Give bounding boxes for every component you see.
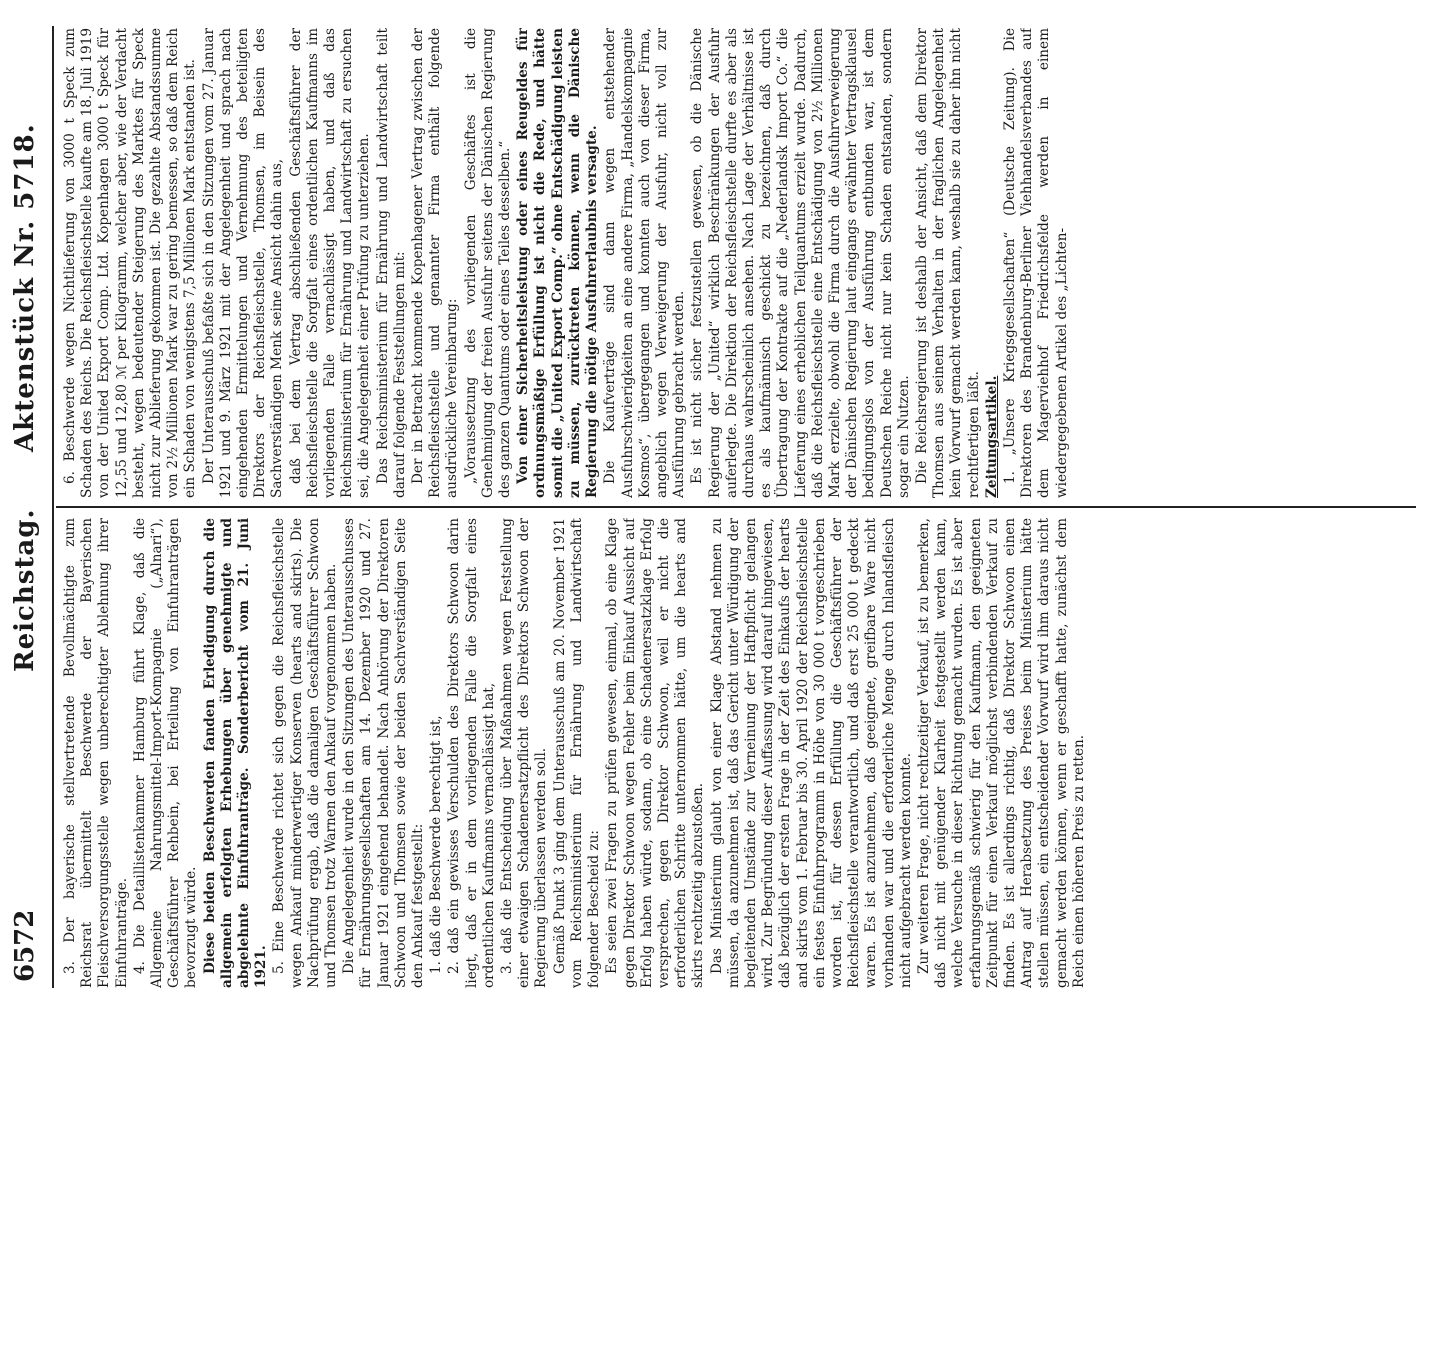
paragraph: 1. „Unsere Kriegsgesellschaften“ (Deutsche Zeitung). Die Direktoren des Brandenburg-Berliner Viehhandelsverbandes auf dem Magerviehhof Friedrichsfelde werden in einem wiedergegebenen Artikel des „Lichten- (1001, 28, 1070, 498)
header-document: Aktenstück Nr. 5718. (10, 123, 40, 452)
paragraph: daß bei dem Vertrag abschließenden Geschäftsführer der Reichsfleischstelle die Sorgfalt eines ordentlichen Kaufmanns im vorliegenden Falle vernachlässigt haben, und daß das Reichsministerium für Ernährung und Landwirtschaft zu ersuchen sei, die Angelegenheit einer Prüfung zu unterziehen. (287, 28, 373, 498)
paragraph: Die Kaufverträge sind dann wegen entstehender Ausfuhrschwierigkeiten an eine andere Firma, „Handelskompagnie Kosmos“, übergegangen und konnten auch von dieser Firma, angeblich wegen Verweigerung der Ausfuhr, nicht voll zur Ausführung gebracht werden. (602, 28, 688, 498)
section-heading: Zeitungsartikel. (983, 375, 1000, 498)
paragraph: Der in Betracht kommende Kopenhagener Vertrag zwischen der Reichsfleischstelle und genannter Firma enthält folgende ausdrückliche Vereinbarung: (410, 28, 461, 498)
left-column (62, 518, 1422, 988)
header-rule (52, 26, 54, 988)
list-item: 3. daß die Entscheidung über Maßnahmen wegen Feststellung einer etwaigen Schadenersatzpflicht des Direktors Schwoon der Regierung überlassen werden soll. (499, 518, 550, 988)
paragraph: 6. Beschwerde wegen Nichtlieferung von 3000 t Speck zum Schaden des Reichs. Die Reichsfleischstelle kaufte am 18. Juli 1919 von der United Export Comp. Ltd. Kopenhagen 3000 t Speck für 12,55 und 12,80 ℳ per Kilogramm, welcher aber, wie der Verdacht besteht, wegen bedeutender Steigerung des Marktes für Speck nicht zur Ablieferung gekommen ist. Die gezahlte Abstandssumme von 2½ Millionen Mark war zu gering bemessen, so daß dem Reich ein Schaden von wenigstens 7,5 Millionen Mark entstanden ist. (62, 28, 199, 498)
paragraph: Zur weiteren Frage, nicht rechtzeitiger Verkauf, ist zu bemerken, daß nicht mit genügender Klarheit festgestellt werden kann, welche Versuche in dieser Richtung gemacht wurden. Es ist aber erfahrungsgemäß schwierig für den Kaufmann, den geeigneten Zeitpunkt für einen Verkauf möglichst verbindenden Verkauf zu finden. Es ist allerdings richtig, daß Direktor Schwoon einen Antrag auf Herabsetzung des Preises beim Ministerium hätte stellen müssen, ein entscheidender Vorwurf wird ihm daraus nicht gemacht werden können, wenn er geschafft hatte, zunächst dem Reich einen höheren Preis zu retten. (915, 518, 1087, 988)
header-title: Reichstag. (10, 508, 40, 672)
paragraph: Das Ministerium glaubt von einer Klage Abstand nehmen zu müssen, da anzunehmen ist, daß das Gericht unter Würdigung der begleitenden Umstände zur Verneinung der Haftpflicht gelangen wird. Zur Begründung dieser Auffassung wird darauf hingewiesen, daß bezüglich der ersten Frage in der Zeit des Einkaufs der hearts and skirts vom 1. Februar bis 30. April 1920 der Reichsfleischstelle ein festes Einfuhrprogramm in Höhe von 30 000 t vorgeschrieben worden ist, für dessen Erfüllung die Geschäftsführer der Reichsfleischstelle verantwortlich, und daß erst 25 000 t gedeckt waren. Es ist anzunehmen, daß geeignete, greifbare Ware nicht vorhanden war und die erforderliche Menge durch Inlandsfleisch nicht aufgebracht werden konnte. (708, 518, 914, 988)
paragraph: Diese beiden Beschwerden fanden Erledigung durch die allgemein erfolgten Erhebungen über genehmigte und abgelehnte Einfuhranträge. Sonderbericht vom 21. Juni 1921. (201, 518, 270, 988)
paragraph: Der Unterausschuß befaßte sich in den Sitzungen vom 27. Januar 1921 und 9. März 1921 mit der Angelegenheit und sprach nach eingehenden Ermittelungen und Vernehmung des beteiligten Direktors der Reichsfleischstelle, Thomsen, im Beisein des Sachverständigen Menk seine Ansicht dahin aus, (200, 28, 286, 498)
paragraph: 5. Eine Beschwerde richtet sich gegen die Reichsfleischstelle wegen Ankauf minderwertiger Konserven (hearts and skirts). Die Nachprüfung ergab, daß die damaligen Geschäftsführer Schwoon und Thomsen trotz Warnen den Ankauf vorgenommen haben. (271, 518, 340, 988)
list-item: 2. daß ein gewisses Verschulden des Direktors Schwoon darin liegt, daß er in dem vorliegenden Falle die Sorgfalt eines ordentlichen Kaufmanns vernachlässigt hat, (446, 518, 497, 988)
paragraph: Von einer Sicherheitsleistung oder eines Reugeldes für ordnungsmäßige Erfüllung ist nicht die Rede, und hätte somit die „United Export Comp.“ ohne Entschädigung leisten zu müssen, zurücktreten können, wenn die Dänische Regierung die nötige Ausfuhrerlaubnis versagte. (515, 28, 601, 498)
column-divider (56, 506, 1416, 508)
paragraph: Die Reichsregierung ist deshalb der Ansicht, daß dem Direktor Thomsen aus seinem Verhalten in der fraglichen Angelegenheit kein Vorwurf gemacht werden kann, weshalb sie zu daher ihn nicht rechtfertigen läßt. (913, 28, 982, 498)
paragraph: Die Angelegenheit wurde in den Sitzungen des Unterausschusses für Ernährungsgesellschaften am 14. Dezember 1920 und 27. Januar 1921 eingehend behandelt. Nach Anhörung der Direktoren Schwoon und Thomsen sowie der beiden Sachverständigen Seite den Ankauf festgestellt: (341, 518, 427, 988)
paragraph: 4. Die Detaillistenkammer Hamburg führt Klage, daß die Allgemeine Nahrungsmittel-Import-Kompagnie („Alnari“), Geschäftsführer Rehbein, bei Erteilung von Einfuhranträgen bevorzugt würde. (131, 518, 200, 988)
list-item: 1. daß die Beschwerde berechtigt ist, (428, 715, 445, 974)
quotation: „Voraussetzung des vorliegenden Geschäftes ist die Genehmigung der freien Ausfuhr seitens der Dänischen Regierung des ganzen Quantums oder eines Teiles desselben.“ (462, 28, 514, 498)
paragraph: Das Reichsministerium für Ernährung und Landwirtschaft teilt darauf folgende Feststellungen mit: (374, 28, 408, 498)
right-column (62, 28, 1422, 498)
paragraph: 3. Der bayerische stellvertretende Bevollmächtigte zum Reichsrat übermittelt Beschwerde der Bayerischen Fleischversorgungsstelle wegen unberechtigter Ablehnung ihrer Einfuhranträge. (62, 518, 130, 988)
paragraph: Es seien zwei Fragen zu prüfen gewesen, einmal, ob eine Klage gegen Direktor Schwoon wegen Fehler beim Einkauf Aussicht auf Erfolg haben würde, sodann, ob eine Schadenersatzklage Erfolg versprechen, gegen Direktor Schwoon, weil er nicht die erforderlichen Schritte unternommen hätte, um die hearts and skirts rechtzeitig abzustoßen. (604, 518, 707, 988)
digitization-credit (0, 0, 16, 1000)
paragraph: Es ist nicht sicher festzustellen gewesen, ob die Dänische Regierung der „United“ wirklich Beschränkungen der Ausfuhr auferlegte. Die Direktion der Reichsfleischstelle durfte es aber als durchaus wahrscheinlich ansehen. Nach Lage der Verhältnisse ist es als kaufmännisch geschickt zu bezeichnen, daß durch Übertragung der Kontrakte auf die „Nederlandsk Import Co.“ die Lieferung eines erheblichen Teilquantums erzielt wurde. Dadurch, daß die Reichsfleischstelle eine Entschädigung von 2½ Millionen Mark erzielte, obwohl die Firma durch die Ausfuhrverweigerung der Dänischen Regierung laut eingangs erwähnter Vertragsklausel bedingungslos von der Ausführung entbunden war, ist dem Deutschen Reiche nicht nur kein Schaden entstanden, sondern sogar ein Nutzen. (689, 28, 912, 498)
page-number: 6572 (10, 909, 40, 982)
paragraph: Gemäß Punkt 3 ging dem Unterausschuß am 20. November 1921 vom Reichsministerium für Ernährung und Landwirtschaft folgender Bescheid zu: (551, 518, 603, 988)
running-header (10, 22, 50, 982)
